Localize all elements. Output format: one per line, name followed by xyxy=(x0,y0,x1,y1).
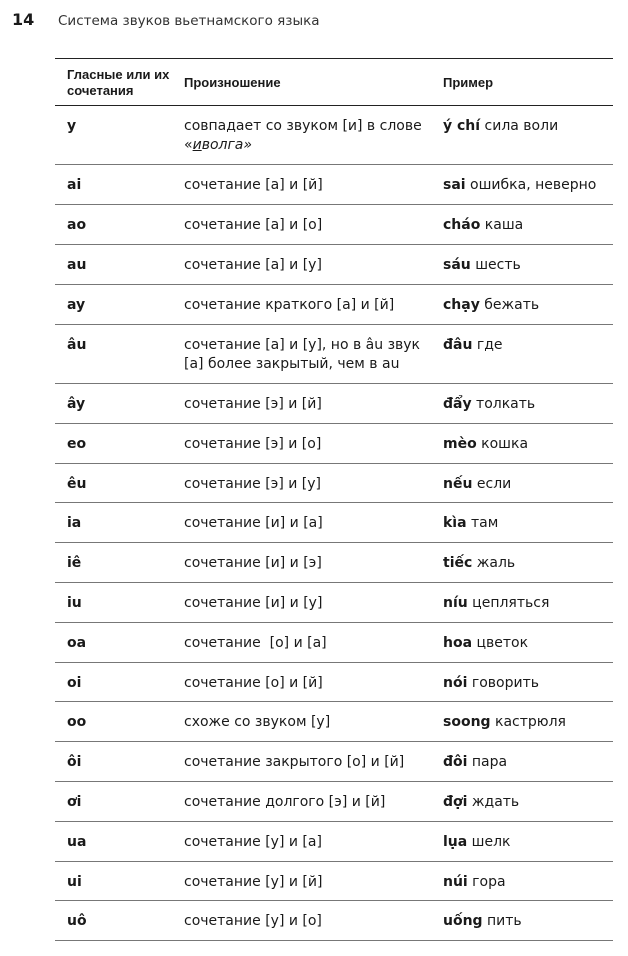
pronunciation-cell: сочетание [и] и [э] xyxy=(184,555,322,572)
example-word: nếu xyxy=(443,475,473,492)
header-example: Пример xyxy=(443,75,494,90)
table-row xyxy=(55,384,613,424)
example-cell xyxy=(443,336,613,383)
example-meaning: кошка xyxy=(476,435,529,452)
example-cell xyxy=(443,912,613,940)
example-cell xyxy=(443,634,613,662)
example-word: soong xyxy=(443,714,491,731)
example-word: sai xyxy=(443,177,466,194)
underlined-letter: и xyxy=(192,137,202,153)
example-word: cháo xyxy=(443,217,481,234)
vowel-cell: oa xyxy=(67,634,87,651)
pronunciation-cell: сочетание [э] и [й] xyxy=(184,395,322,412)
example-word: uống xyxy=(443,913,483,930)
pronunciation-cell: схоже со звуком [у] xyxy=(184,714,331,731)
vowel-cell: iu xyxy=(67,594,82,611)
example-meaning: сила воли xyxy=(480,118,559,134)
example-cell xyxy=(443,594,613,622)
example-meaning: шесть xyxy=(470,256,521,273)
pronunciation-cell: сочетание [а] и [у] xyxy=(184,256,322,273)
example-cell xyxy=(443,833,613,861)
example-word: kìa xyxy=(443,515,467,532)
example-word: đôi xyxy=(443,754,468,771)
example-word: đẩy xyxy=(443,395,472,412)
table-row xyxy=(55,325,613,384)
example-meaning: пара xyxy=(467,754,508,771)
example-word: mèo xyxy=(443,435,477,452)
vowel-cell: oi xyxy=(67,674,82,691)
table-row xyxy=(55,245,613,285)
example-cell xyxy=(443,296,613,324)
pronunciation-cell: сочетание [о] и [а] xyxy=(184,634,327,651)
page-number: 14 xyxy=(12,10,35,29)
example-meaning: шелк xyxy=(467,833,511,850)
page-header xyxy=(12,10,320,29)
vowel-cell: ay xyxy=(67,296,86,313)
example-word: tiếc xyxy=(443,555,473,572)
example-word: ý chí xyxy=(443,118,481,134)
example-meaning: пить xyxy=(482,913,522,930)
example-meaning: там xyxy=(466,515,499,532)
example-meaning: цепляться xyxy=(467,594,550,611)
vowel-cell: ôi xyxy=(67,754,82,771)
example-word: đợi xyxy=(443,793,468,810)
example-meaning: где xyxy=(472,336,503,353)
pronunciation-cell: сочетание [у] и [а] xyxy=(184,833,322,850)
pronunciation-cell: сочетание [э] и [у] xyxy=(184,475,322,492)
header-vowel: Гласные или их сочетания xyxy=(67,67,170,98)
table-row xyxy=(55,702,613,742)
table-row xyxy=(55,543,613,583)
vowel-cell: âu xyxy=(67,336,87,353)
example-meaning: гора xyxy=(467,873,506,890)
example-word: lụa xyxy=(443,833,468,850)
example-cell xyxy=(443,435,613,463)
vowel-cell: ây xyxy=(67,395,86,412)
example-meaning: толкать xyxy=(471,395,536,412)
example-cell xyxy=(443,793,613,821)
example-cell xyxy=(443,117,613,164)
vowel-cell: y xyxy=(67,118,77,134)
example-meaning: если xyxy=(472,475,512,492)
pronunciation-cell: сочетание краткого [а] и [й] xyxy=(184,296,395,313)
table-row xyxy=(55,583,613,623)
table-row xyxy=(55,862,613,902)
example-meaning: говорить xyxy=(467,674,539,691)
example-meaning: ошибка, неверно xyxy=(465,177,597,194)
example-cell xyxy=(443,475,613,503)
vowel-cell: uô xyxy=(67,913,87,930)
pronunciation-cell: сочетание [а] и [у], но в âu звук [а] более закрытый, чем в au xyxy=(184,336,421,372)
vowel-cell: ai xyxy=(67,177,82,194)
example-word: hoa xyxy=(443,634,473,651)
table-row xyxy=(55,464,613,504)
example-meaning: цветок xyxy=(472,634,529,651)
vowel-cell: ơi xyxy=(67,793,82,810)
table-row xyxy=(55,782,613,822)
pronunciation-cell: сочетание долгого [э] и [й] xyxy=(184,793,386,810)
table-row xyxy=(55,424,613,464)
table-row xyxy=(55,623,613,663)
header-pronunciation: Произношение xyxy=(184,75,281,90)
example-word: núi xyxy=(443,873,468,890)
table-row xyxy=(55,822,613,862)
vowel-cell: ua xyxy=(67,833,87,850)
pronunciation-cell: сочетание закрытого [о] и [й] xyxy=(184,754,405,771)
table-row xyxy=(55,742,613,782)
example-word: sáu xyxy=(443,256,471,273)
pronunciation-cell: сочетание [э] и [о] xyxy=(184,435,322,452)
pronunciation-cell: сочетание [у] и [о] xyxy=(184,913,322,930)
example-word: nói xyxy=(443,674,468,691)
table-row xyxy=(55,165,613,205)
vowel-cell: êu xyxy=(67,475,87,492)
vowel-cell: ao xyxy=(67,217,87,234)
pronunciation-cell: сочетание [а] и [о] xyxy=(184,217,323,234)
running-title: Система звуков вьетнамского языка xyxy=(58,13,320,29)
example-meaning: каша xyxy=(480,217,524,234)
example-cell xyxy=(443,395,613,423)
example-meaning: бежать xyxy=(479,296,540,313)
vowel-cell: ui xyxy=(67,873,82,890)
vowel-cell: au xyxy=(67,256,87,273)
example-cell xyxy=(443,554,613,582)
pronunciation-cell: сочетание [у] и [й] xyxy=(184,873,323,890)
vowel-cell: ia xyxy=(67,515,82,532)
table-row xyxy=(55,901,613,941)
example-meaning: ждать xyxy=(467,793,520,810)
example-cell xyxy=(443,514,613,542)
example-word: đâu xyxy=(443,336,473,353)
example-meaning: кастрюля xyxy=(490,714,566,731)
table-row xyxy=(55,503,613,543)
vowel-cell: eo xyxy=(67,435,87,452)
example-cell xyxy=(443,176,613,204)
example-word: níu xyxy=(443,594,468,611)
table-row xyxy=(55,205,613,245)
example-meaning: жаль xyxy=(472,555,516,572)
vowel-cell: oo xyxy=(67,714,87,731)
example-cell xyxy=(443,256,613,284)
pronunciation-cell: сочетание [а] и [й] xyxy=(184,177,323,194)
example-cell xyxy=(443,713,613,741)
pronunciation-cell: сочетание [о] и [й] xyxy=(184,674,323,691)
example-cell xyxy=(443,216,613,244)
vowel-table xyxy=(55,58,613,941)
pronunciation-cell: совпадает со звуком [и] в слове «иволга» xyxy=(184,118,422,153)
example-cell xyxy=(443,753,613,781)
pronunciation-cell: сочетание [и] и [а] xyxy=(184,515,323,532)
table-row xyxy=(55,285,613,325)
example-cell xyxy=(443,674,613,702)
vowel-cell: iê xyxy=(67,555,82,572)
example-cell xyxy=(443,873,613,901)
table-header xyxy=(55,59,613,106)
pronunciation-cell: сочетание [и] и [у] xyxy=(184,594,323,611)
table-row xyxy=(55,663,613,703)
example-word: chạy xyxy=(443,296,480,313)
table-row xyxy=(55,106,613,165)
